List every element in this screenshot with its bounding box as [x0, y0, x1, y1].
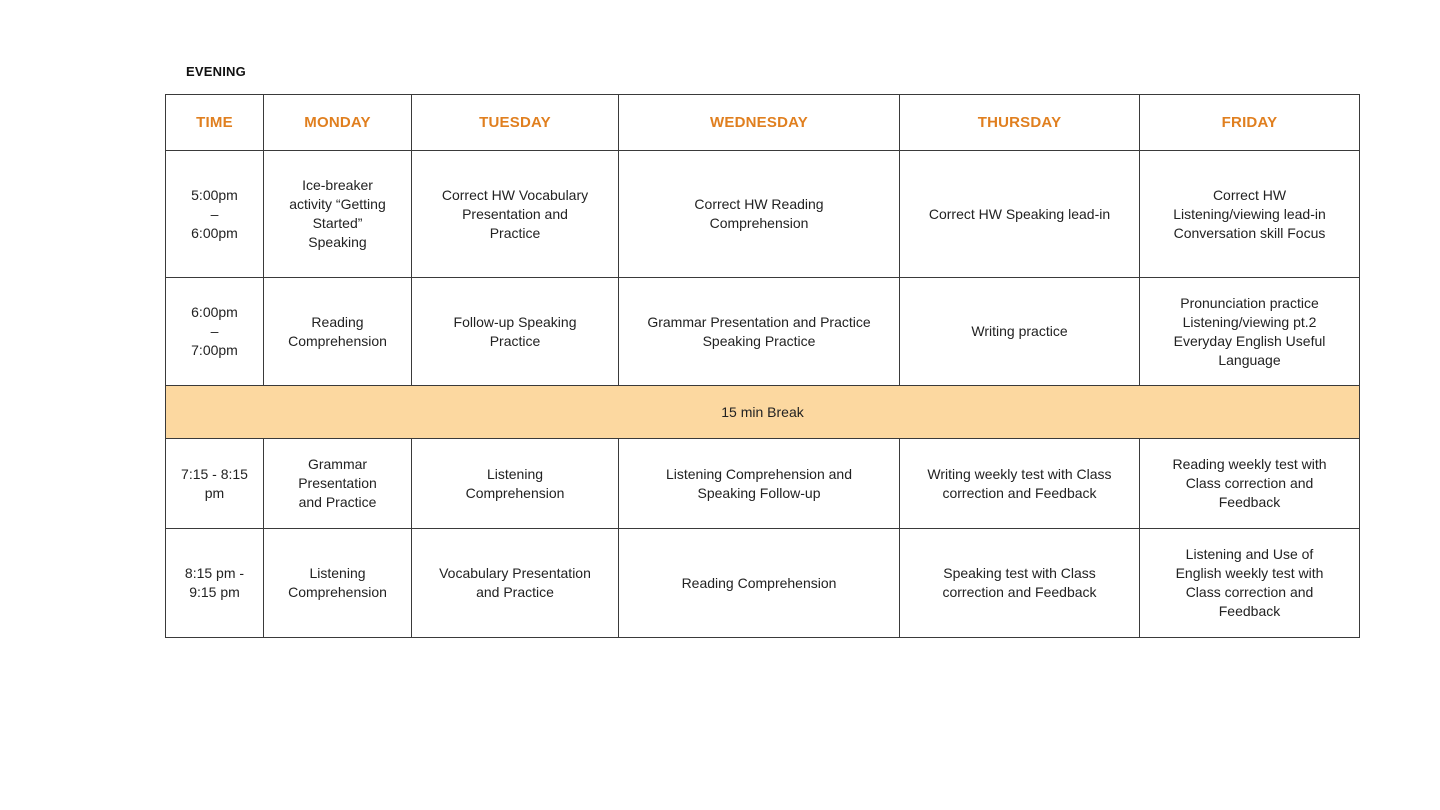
monday-cell: Listening Comprehension — [264, 529, 412, 638]
wednesday-cell: Reading Comprehension — [619, 529, 900, 638]
wednesday-cell: Correct HW Reading Comprehension — [619, 151, 900, 278]
friday-cell: Pronunciation practice Listening/viewing pt.2 Everyday English Useful Language — [1140, 278, 1360, 386]
wednesday-cell: Listening Comprehension and Speaking Follow-up — [619, 439, 900, 529]
monday-cell: Ice-breaker activity “Getting Started” Speaking — [264, 151, 412, 278]
friday-cell: Listening and Use of English weekly test with Class correction and Feedback — [1140, 529, 1360, 638]
monday-cell: Grammar Presentation and Practice — [264, 439, 412, 529]
tuesday-cell: Vocabulary Presentation and Practice — [412, 529, 619, 638]
friday-cell: Correct HW Listening/viewing lead-in Conversation skill Focus — [1140, 151, 1360, 278]
tuesday-cell: Correct HW Vocabulary Presentation and Practice — [412, 151, 619, 278]
friday-cell: Reading weekly test with Class correction and Feedback — [1140, 439, 1360, 529]
tuesday-cell: Listening Comprehension — [412, 439, 619, 529]
thursday-cell: Speaking test with Class correction and Feedback — [900, 529, 1140, 638]
thursday-cell: Writing weekly test with Class correction and Feedback — [900, 439, 1140, 529]
time-cell: 5:00pm – 6:00pm — [166, 151, 264, 278]
section-title: EVENING — [186, 64, 246, 79]
header-tuesday: TUESDAY — [412, 95, 619, 151]
table-row — [166, 439, 1360, 529]
table-row — [166, 278, 1360, 386]
table-row — [166, 529, 1360, 638]
break-row — [166, 386, 1360, 439]
thursday-cell: Correct HW Speaking lead-in — [900, 151, 1140, 278]
monday-cell: Reading Comprehension — [264, 278, 412, 386]
break-cell: 15 min Break — [166, 386, 1360, 439]
header-friday: FRIDAY — [1140, 95, 1360, 151]
wednesday-cell: Grammar Presentation and Practice Speaking Practice — [619, 278, 900, 386]
time-cell: 7:15 - 8:15 pm — [166, 439, 264, 529]
thursday-cell: Writing practice — [900, 278, 1140, 386]
tuesday-cell: Follow-up Speaking Practice — [412, 278, 619, 386]
schedule-table — [165, 94, 1360, 638]
header-row — [166, 95, 1360, 151]
table-row — [166, 151, 1360, 278]
time-cell: 8:15 pm - 9:15 pm — [166, 529, 264, 638]
time-cell: 6:00pm – 7:00pm — [166, 278, 264, 386]
header-time: TIME — [166, 95, 264, 151]
header-thursday: THURSDAY — [900, 95, 1140, 151]
header-monday: MONDAY — [264, 95, 412, 151]
header-wednesday: WEDNESDAY — [619, 95, 900, 151]
